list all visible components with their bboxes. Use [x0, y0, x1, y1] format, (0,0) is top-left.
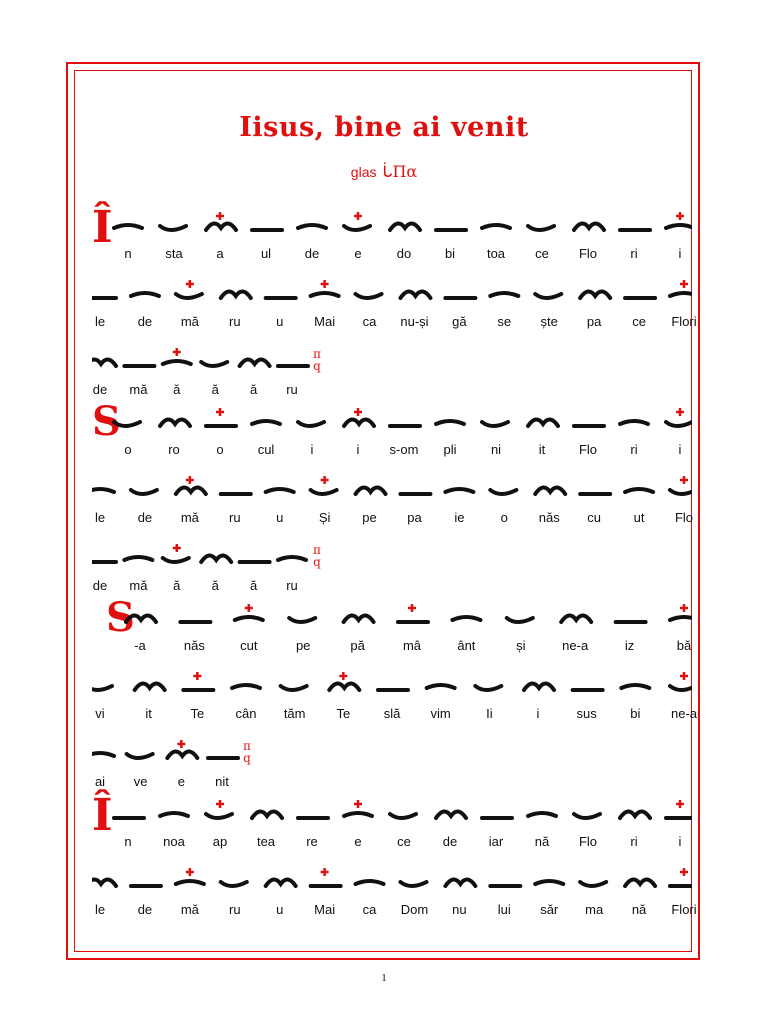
- oligon-neume: [311, 868, 341, 886]
- syllable: Ii: [486, 706, 493, 721]
- klasma-sign: [131, 490, 157, 494]
- apostrofos-neume: [574, 223, 604, 230]
- syllable: ri: [630, 442, 638, 457]
- syllable: Flo: [578, 834, 598, 849]
- syllable: s-om: [389, 442, 419, 457]
- drop-initial: Î: [92, 790, 113, 841]
- syllable: ca: [362, 314, 377, 329]
- syllable: ă: [173, 382, 181, 397]
- apostrofos-neume: [329, 672, 359, 690]
- syllable: pa: [407, 510, 422, 525]
- chant-system: [92, 736, 692, 794]
- ison-neume: [114, 225, 142, 228]
- oligon-neume: [398, 604, 428, 622]
- neume-row: [92, 736, 692, 770]
- klasma-sign: [482, 422, 508, 426]
- syllable: cut: [240, 638, 258, 653]
- syllable: pa: [586, 314, 602, 329]
- ison-neume: [666, 212, 692, 228]
- syllable: vim: [430, 706, 451, 721]
- syllable: mâ: [402, 638, 422, 653]
- ison-neume: [344, 800, 372, 816]
- syllable: ie: [454, 510, 465, 525]
- syllable: o: [124, 442, 132, 457]
- mode-mark-letter: Πα: [392, 162, 418, 181]
- syllable: ap: [212, 834, 228, 849]
- oligon-neume: [670, 868, 692, 886]
- syllable: iz: [624, 638, 635, 653]
- syllable: ne-a: [670, 706, 698, 721]
- ison-neume: [490, 293, 518, 296]
- chant-system: [92, 202, 692, 266]
- syllable: Flori: [671, 902, 697, 917]
- syllable: u: [276, 314, 284, 329]
- syllable: it: [538, 442, 546, 457]
- klasma-sign: [528, 226, 554, 230]
- syllable: ai: [94, 774, 106, 789]
- mode-label: glas: [350, 164, 377, 180]
- apostrofos-neume: [240, 359, 270, 366]
- syllable: do: [396, 246, 412, 261]
- syllable: i: [678, 442, 682, 457]
- syllable: tăm: [283, 706, 306, 721]
- syllable: vi: [95, 706, 105, 721]
- syllable: lui: [497, 902, 511, 917]
- neume-row: [92, 864, 692, 898]
- syllable: sta: [165, 246, 183, 261]
- syllable: o: [500, 510, 508, 525]
- syllable: iar: [488, 834, 504, 849]
- syllable: ă: [249, 382, 258, 397]
- syllable: săr: [540, 902, 559, 917]
- neume-row: [92, 208, 692, 242]
- syllable: cân: [235, 706, 257, 721]
- klasma-sign: [281, 686, 307, 690]
- syllable: ă: [173, 578, 181, 593]
- syllable: năs: [183, 638, 205, 653]
- syllable: de: [137, 902, 153, 917]
- klasma-sign: [311, 476, 337, 494]
- syllable: ce: [535, 246, 549, 261]
- syllable: Și: [318, 510, 331, 525]
- syllable: ul: [260, 246, 272, 261]
- syllable: de: [92, 382, 108, 397]
- syllable: Flo: [578, 442, 598, 457]
- neume-row: [92, 344, 692, 378]
- ison-neume: [131, 293, 159, 296]
- klasma-sign: [344, 212, 370, 230]
- syllable: n: [124, 246, 132, 261]
- klasma-sign: [114, 422, 140, 426]
- page-number: 1: [381, 972, 387, 984]
- ison-neume: [298, 225, 326, 228]
- syllable: bi: [444, 246, 456, 261]
- syllable: sus: [576, 706, 597, 721]
- apostrofos-neume: [252, 811, 282, 818]
- apostrofos-neume: [445, 879, 475, 886]
- ison-neume: [620, 421, 648, 424]
- klasma-sign: [160, 226, 186, 230]
- ison-neume: [625, 489, 653, 492]
- klasma-sign: [127, 754, 153, 758]
- hymn-title: Iisus, bine ai venit: [239, 112, 529, 143]
- syllable: bi: [630, 706, 641, 721]
- syllable: ca: [362, 902, 377, 917]
- syllable: nă: [534, 834, 550, 849]
- syllable: noa: [163, 834, 185, 849]
- chant-system: [92, 276, 697, 334]
- syllable: ru: [228, 902, 241, 917]
- syllable: cul: [257, 442, 275, 457]
- ison-neume: [670, 604, 692, 620]
- ison-neume: [176, 868, 204, 884]
- ison-neume: [445, 489, 473, 492]
- syllable: și: [516, 638, 526, 653]
- syllable: i: [310, 442, 314, 457]
- ison-neume: [621, 685, 649, 688]
- apostrofos-neume: [580, 291, 610, 298]
- oligon-neume: [666, 800, 692, 818]
- mode-indicator: [0, 162, 768, 181]
- chant-system: [92, 864, 697, 922]
- klasma-sign: [92, 686, 112, 690]
- syllable: ne-a: [562, 638, 589, 653]
- syllable: ce: [397, 834, 411, 849]
- klasma-sign: [221, 882, 247, 886]
- klasma-sign: [176, 280, 202, 298]
- apostrofos-neume: [135, 683, 165, 690]
- syllable: ă: [249, 578, 258, 593]
- syllable: ri: [630, 834, 638, 849]
- syllable: toa: [486, 246, 506, 261]
- ison-neume: [436, 421, 464, 424]
- klasma-sign: [356, 294, 382, 298]
- syllable: de: [137, 510, 153, 525]
- apostrofos-neume: [344, 408, 374, 426]
- syllable: u: [276, 510, 284, 525]
- apostrofos-neume: [201, 555, 231, 562]
- klasma-sign: [298, 422, 324, 426]
- klasma-sign: [400, 882, 426, 886]
- syllable: ânt: [457, 638, 476, 653]
- ison-neume: [92, 753, 114, 756]
- neume-row: [92, 472, 692, 506]
- mode-mark-sign: ᒑ: [382, 162, 393, 181]
- ison-neume: [232, 685, 260, 688]
- drop-initial: S: [92, 398, 121, 445]
- syllable: bă: [676, 638, 692, 653]
- syllable: de: [92, 578, 108, 593]
- apostrofos-neume: [620, 811, 650, 818]
- syllable: slă: [383, 706, 401, 721]
- neume-row: [92, 404, 692, 438]
- klasma-sign: [490, 490, 516, 494]
- neume-row: [92, 540, 692, 574]
- ison-neume: [266, 489, 294, 492]
- apostrofos-neume: [535, 487, 565, 494]
- klasma-sign: [289, 618, 315, 622]
- syllable: le: [94, 314, 106, 329]
- syllable: tea: [256, 834, 276, 849]
- syllable: mă: [180, 314, 199, 329]
- chant-system: [92, 594, 692, 658]
- syllable: mă: [180, 510, 199, 525]
- syllable: de: [442, 834, 458, 849]
- syllable: ni: [490, 442, 502, 457]
- neume-row: [92, 668, 692, 702]
- ison-neume: [160, 813, 188, 816]
- apostrofos-neume: [436, 811, 466, 818]
- syllable: Dom: [400, 902, 429, 917]
- ison-neume: [92, 489, 114, 492]
- syllable: re: [306, 834, 318, 849]
- syllable: ru: [286, 578, 298, 593]
- apostrofos-neume: [528, 419, 558, 426]
- martyria-sign: π q: [313, 543, 321, 569]
- syllable: mă: [180, 902, 199, 917]
- apostrofos-neume: [176, 476, 206, 494]
- ison-neume: [427, 685, 455, 688]
- ison-neume: [311, 280, 339, 296]
- syllable: de: [304, 246, 320, 261]
- syllable: ru: [228, 510, 241, 525]
- klasma-sign: [206, 800, 232, 818]
- klasma-sign: [201, 362, 227, 366]
- syllable: ște: [540, 314, 558, 329]
- apostrofos-neume: [126, 615, 156, 622]
- syllable: ri: [630, 246, 638, 261]
- neume-row: [92, 600, 692, 634]
- apostrofos-neume: [206, 212, 236, 230]
- syllable: mă: [129, 382, 148, 397]
- ison-neume: [124, 557, 152, 560]
- syllable: gă: [452, 314, 467, 329]
- klasma-sign: [574, 814, 600, 818]
- ison-neume: [356, 881, 384, 884]
- syllable: -a: [134, 638, 146, 653]
- martyria-sign: π q: [243, 739, 251, 765]
- syllable: de: [137, 314, 153, 329]
- klasma-sign: [535, 294, 561, 298]
- syllable: pe: [295, 638, 311, 653]
- syllable: i: [678, 246, 682, 261]
- apostrofos-neume: [356, 487, 386, 494]
- syllable: pe: [362, 510, 377, 525]
- syllable: u: [276, 902, 284, 917]
- syllable: ă: [211, 578, 219, 593]
- apostrofos-neume: [167, 740, 197, 758]
- syllable: e: [177, 774, 185, 789]
- oligon-neume: [183, 672, 213, 690]
- syllable: năs: [538, 510, 560, 525]
- apostrofos-neume: [92, 879, 116, 886]
- syllable: ă: [211, 382, 219, 397]
- syllable: ro: [168, 442, 180, 457]
- syllable: ru: [228, 314, 241, 329]
- ison-neume: [278, 557, 306, 560]
- syllable: le: [94, 902, 106, 917]
- chant-system: [92, 668, 698, 726]
- ison-neume: [252, 421, 280, 424]
- mode-mark: [382, 162, 417, 181]
- apostrofos-neume: [400, 291, 430, 298]
- syllable: e: [354, 246, 362, 261]
- syllable: a: [216, 246, 224, 261]
- apostrofos-neume: [92, 359, 116, 366]
- apostrofos-neume: [344, 615, 374, 622]
- neume-row: [92, 796, 692, 830]
- syllable: ce: [632, 314, 646, 329]
- syllable: Flo: [578, 246, 598, 261]
- syllable: Te: [336, 706, 351, 721]
- syllable: i: [678, 834, 682, 849]
- ison-neume: [670, 280, 692, 296]
- apostrofos-neume: [266, 879, 296, 886]
- klasma-sign: [666, 408, 692, 426]
- klasma-sign: [390, 814, 416, 818]
- syllable: e: [354, 834, 362, 849]
- syllable: i: [356, 442, 360, 457]
- syllable: le: [94, 510, 106, 525]
- klasma-sign: [507, 618, 533, 622]
- apostrofos-neume: [524, 683, 554, 690]
- martyria-sign: π q: [313, 347, 321, 373]
- syllable: nu-și: [400, 314, 429, 329]
- syllable: nă: [631, 902, 647, 917]
- chant-system: [92, 344, 692, 402]
- ison-neume: [528, 813, 556, 816]
- drop-initial: Î: [92, 202, 113, 253]
- syllable: i: [536, 706, 540, 721]
- syllable: Mai: [314, 902, 336, 917]
- apostrofos-neume: [160, 419, 190, 426]
- syllable: pli: [443, 442, 457, 457]
- ison-neume: [535, 881, 563, 884]
- apostrofos-neume: [625, 879, 655, 886]
- chant-system: [92, 472, 692, 530]
- syllable: nu: [452, 902, 467, 917]
- apostrofos-neume: [221, 291, 251, 298]
- chant-system: [92, 398, 692, 462]
- syllable: ut: [633, 510, 645, 525]
- syllable: ve: [133, 774, 148, 789]
- ison-neume: [163, 348, 191, 364]
- syllable: Flori: [671, 314, 697, 329]
- klasma-sign: [163, 544, 189, 562]
- syllable: cu: [587, 510, 602, 525]
- syllable: pă: [350, 638, 365, 653]
- syllable: Te: [190, 706, 205, 721]
- syllable: ma: [585, 902, 604, 917]
- syllable: se: [497, 314, 512, 329]
- syllable: it: [145, 706, 152, 721]
- drop-initial: S: [106, 594, 135, 641]
- ison-neume: [482, 225, 510, 228]
- klasma-sign: [475, 686, 501, 690]
- syllable: ru: [286, 382, 298, 397]
- ison-neume: [235, 604, 263, 620]
- syllable: Flo: [674, 510, 694, 525]
- syllable: o: [216, 442, 224, 457]
- apostrofos-neume: [561, 615, 591, 622]
- klasma-sign: [580, 882, 606, 886]
- syllable: Mai: [314, 314, 336, 329]
- neume-row: [92, 276, 692, 310]
- oligon-neume: [206, 408, 236, 426]
- syllable: mă: [129, 578, 148, 593]
- apostrofos-neume: [390, 223, 420, 230]
- syllable: nit: [215, 774, 229, 789]
- chant-system: [92, 540, 692, 598]
- klasma-sign: [670, 476, 692, 494]
- klasma-sign: [670, 672, 692, 690]
- ison-neume: [452, 617, 480, 620]
- syllable: n: [124, 834, 132, 849]
- chant-system: [92, 790, 692, 854]
